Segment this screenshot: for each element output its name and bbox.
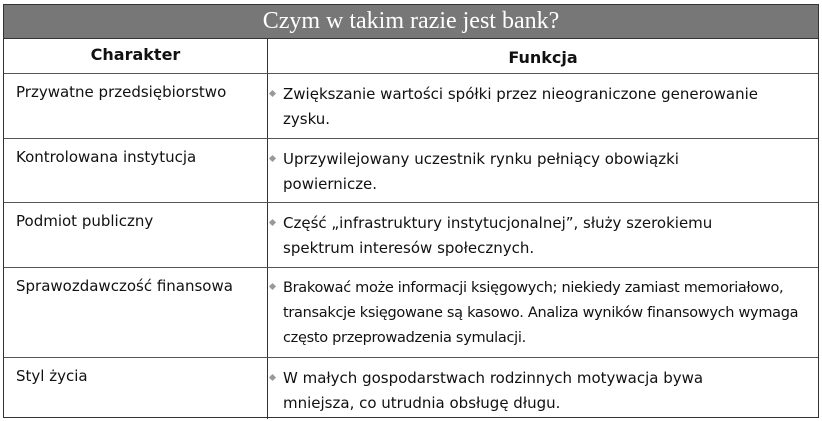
character-cell: Styl życia — [4, 358, 268, 419]
function-cell — [268, 268, 818, 357]
function-cell — [268, 203, 818, 267]
function-text: Zwiększanie wartości spółki przez nieograniczone generowanie zysku. — [283, 85, 758, 128]
character-cell: Sprawozdawczość finansowa — [4, 268, 268, 357]
table-row — [4, 203, 818, 268]
table-row — [4, 268, 818, 358]
bank-table — [3, 4, 819, 418]
character-cell: Przywatne przedsiębiorstwo — [4, 74, 268, 138]
character-cell: Kontrolowana instytucja — [4, 139, 268, 202]
diamond-bullet-icon — [269, 89, 276, 96]
table-row — [4, 139, 818, 203]
table-row — [4, 358, 818, 419]
diamond-bullet-icon — [269, 373, 276, 380]
table-title: Czym w takim razie jest bank? — [4, 5, 818, 39]
diamond-bullet-icon — [269, 283, 276, 290]
header-charakter: Charakter — [4, 39, 268, 73]
header-row — [4, 39, 818, 74]
function-cell — [268, 139, 818, 202]
function-text: Część „infrastruktury instytucjonalnej”, służy szerokiemu spektrum interesów społecznych. — [283, 214, 713, 257]
diamond-bullet-icon — [269, 218, 276, 225]
function-cell — [268, 74, 818, 138]
diamond-bullet-icon — [269, 154, 276, 161]
function-text: Uprzywilejowany uczestnik rynku pełniący obowiązki powiernicze. — [283, 150, 679, 193]
character-cell: Podmiot publiczny — [4, 203, 268, 267]
function-cell — [268, 358, 818, 419]
header-funkcja: Funkcja — [508, 48, 578, 67]
table-row — [4, 74, 818, 139]
function-text: W małych gospodarstwach rodzinnych motywacja bywa mniejsza, co utrudnia obsługę długu. — [283, 369, 704, 412]
function-text: Brakować może informacji księgowych; niekiedy zamiast memoriałowo, transakcje księgowane są kasowo. Analiza wyników finansowych wymaga często przeprowadzenia symulacji. — [283, 280, 799, 346]
